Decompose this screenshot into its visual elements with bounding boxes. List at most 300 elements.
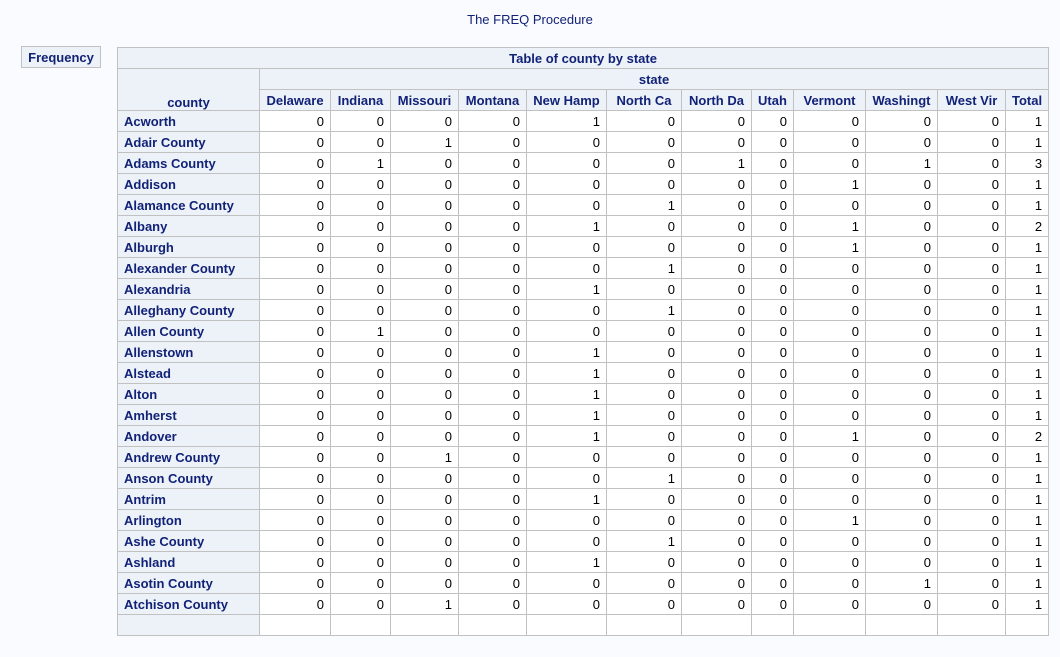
frequency-cell: 0	[794, 573, 866, 594]
frequency-cell: 0	[752, 111, 794, 132]
frequency-cell: 0	[527, 594, 607, 615]
frequency-cell: 0	[331, 426, 391, 447]
frequency-cell: 0	[938, 111, 1006, 132]
frequency-cell: 1	[331, 321, 391, 342]
frequency-cell: 0	[682, 594, 752, 615]
frequency-cell: 0	[260, 384, 331, 405]
frequency-cell: 0	[752, 384, 794, 405]
table-row	[118, 384, 1049, 405]
frequency-cell: 1	[331, 153, 391, 174]
frequency-cell: 0	[527, 174, 607, 195]
table-row	[118, 510, 1049, 531]
table-row	[118, 468, 1049, 489]
frequency-cell: 0	[527, 258, 607, 279]
frequency-cell: 0	[391, 489, 459, 510]
table-row	[118, 573, 1049, 594]
frequency-cell: 0	[938, 384, 1006, 405]
frequency-cell: 0	[866, 195, 938, 216]
frequency-cell: 0	[459, 447, 527, 468]
frequency-cell: 0	[331, 111, 391, 132]
frequency-cell: 0	[391, 426, 459, 447]
frequency-cell: 0	[794, 489, 866, 510]
frequency-cell: 0	[391, 111, 459, 132]
frequency-cell: 0	[527, 237, 607, 258]
frequency-cell	[527, 615, 607, 636]
frequency-cell: 0	[866, 300, 938, 321]
frequency-cell: 0	[752, 237, 794, 258]
frequency-cell: 0	[459, 174, 527, 195]
column-header: Delaware	[260, 90, 331, 111]
frequency-cell: 1	[527, 405, 607, 426]
frequency-cell: 0	[607, 594, 682, 615]
frequency-cell: 0	[607, 132, 682, 153]
frequency-cell: 0	[607, 216, 682, 237]
frequency-cell: 1	[527, 384, 607, 405]
frequency-cell: 0	[391, 363, 459, 384]
frequency-cell: 0	[391, 573, 459, 594]
frequency-cell: 0	[682, 363, 752, 384]
table-row	[118, 594, 1049, 615]
frequency-cell: 0	[938, 237, 1006, 258]
frequency-cell: 0	[331, 279, 391, 300]
row-header: Alleghany County	[118, 300, 260, 321]
frequency-cell: 0	[682, 552, 752, 573]
frequency-cell: 0	[607, 447, 682, 468]
frequency-cell: 0	[752, 363, 794, 384]
frequency-cell: 1	[1006, 384, 1049, 405]
frequency-cell: 0	[682, 279, 752, 300]
frequency-cell: 0	[938, 300, 1006, 321]
frequency-cell: 0	[938, 132, 1006, 153]
frequency-cell: 0	[331, 573, 391, 594]
frequency-cell: 0	[866, 342, 938, 363]
row-header: Allenstown	[118, 342, 260, 363]
frequency-cell: 1	[527, 552, 607, 573]
frequency-cell: 1	[1006, 342, 1049, 363]
frequency-cell: 0	[391, 174, 459, 195]
frequency-cell: 0	[938, 279, 1006, 300]
frequency-cell: 0	[682, 405, 752, 426]
frequency-cell: 0	[527, 132, 607, 153]
frequency-cell: 0	[260, 531, 331, 552]
frequency-cell: 0	[391, 216, 459, 237]
frequency-cell: 0	[331, 132, 391, 153]
frequency-cell: 0	[331, 363, 391, 384]
frequency-cell: 0	[260, 153, 331, 174]
frequency-cell: 0	[866, 132, 938, 153]
frequency-cell: 0	[938, 531, 1006, 552]
frequency-cell: 0	[938, 468, 1006, 489]
frequency-cell: 0	[866, 447, 938, 468]
frequency-cell: 0	[607, 111, 682, 132]
frequency-cell: 0	[459, 468, 527, 489]
frequency-cell: 0	[260, 132, 331, 153]
table-row	[118, 111, 1049, 132]
frequency-cell: 1	[1006, 573, 1049, 594]
frequency-cell: 0	[866, 237, 938, 258]
row-variable-header: county	[118, 69, 260, 111]
row-header: Alamance County	[118, 195, 260, 216]
frequency-cell: 0	[391, 384, 459, 405]
table-row	[118, 237, 1049, 258]
frequency-cell: 0	[866, 363, 938, 384]
frequency-cell: 0	[938, 174, 1006, 195]
frequency-cell	[794, 615, 866, 636]
frequency-cell: 0	[682, 174, 752, 195]
frequency-cell: 2	[1006, 216, 1049, 237]
frequency-cell: 0	[752, 489, 794, 510]
frequency-cell: 0	[682, 195, 752, 216]
frequency-cell: 0	[752, 531, 794, 552]
table-row	[118, 489, 1049, 510]
frequency-cell: 0	[752, 405, 794, 426]
frequency-cell: 0	[331, 489, 391, 510]
frequency-cell: 1	[1006, 174, 1049, 195]
frequency-cell: 0	[459, 489, 527, 510]
column-header: North Ca	[607, 90, 682, 111]
frequency-cell: 0	[459, 111, 527, 132]
frequency-cell: 0	[260, 111, 331, 132]
row-header: Allen County	[118, 321, 260, 342]
frequency-cell: 0	[260, 300, 331, 321]
frequency-cell: 0	[866, 279, 938, 300]
frequency-cell: 1	[1006, 279, 1049, 300]
frequency-cell: 0	[607, 510, 682, 531]
frequency-cell: 0	[459, 216, 527, 237]
frequency-cell: 0	[866, 552, 938, 573]
frequency-cell: 0	[391, 468, 459, 489]
frequency-cell: 0	[752, 321, 794, 342]
frequency-cell: 0	[938, 321, 1006, 342]
row-header: Alexander County	[118, 258, 260, 279]
frequency-cell: 0	[459, 153, 527, 174]
frequency-cell: 1	[682, 153, 752, 174]
frequency-cell: 0	[391, 510, 459, 531]
frequency-cell: 1	[527, 342, 607, 363]
frequency-cell: 0	[794, 153, 866, 174]
frequency-cell: 0	[938, 216, 1006, 237]
table-row	[118, 405, 1049, 426]
frequency-cell: 1	[794, 174, 866, 195]
row-header: Ashland	[118, 552, 260, 573]
row-header: Anson County	[118, 468, 260, 489]
frequency-cell: 0	[459, 510, 527, 531]
frequency-cell: 0	[866, 321, 938, 342]
frequency-cell: 1	[527, 426, 607, 447]
frequency-cell: 0	[391, 531, 459, 552]
frequency-cell: 0	[260, 321, 331, 342]
frequency-cell: 0	[682, 111, 752, 132]
column-header: Total	[1006, 90, 1049, 111]
frequency-cell: 0	[794, 405, 866, 426]
frequency-cell	[938, 615, 1006, 636]
frequency-cell: 0	[331, 510, 391, 531]
frequency-cell: 0	[331, 447, 391, 468]
column-header: North Da	[682, 90, 752, 111]
frequency-cell: 0	[391, 195, 459, 216]
frequency-cell: 0	[794, 594, 866, 615]
frequency-cell: 1	[794, 426, 866, 447]
table-row	[118, 342, 1049, 363]
frequency-cell: 0	[260, 342, 331, 363]
frequency-cell: 0	[459, 195, 527, 216]
frequency-cell: 0	[752, 510, 794, 531]
frequency-cell: 0	[682, 531, 752, 552]
frequency-cell: 0	[260, 195, 331, 216]
frequency-cell: 1	[1006, 489, 1049, 510]
frequency-cell: 0	[866, 405, 938, 426]
frequency-cell: 0	[682, 237, 752, 258]
frequency-cell: 0	[260, 594, 331, 615]
frequency-cell	[391, 615, 459, 636]
frequency-cell: 0	[866, 174, 938, 195]
frequency-cell: 0	[866, 531, 938, 552]
frequency-cell: 0	[752, 300, 794, 321]
frequency-cell: 1	[866, 153, 938, 174]
frequency-cell: 0	[794, 468, 866, 489]
frequency-cell: 0	[260, 258, 331, 279]
frequency-cell: 0	[331, 342, 391, 363]
frequency-cell: 1	[391, 447, 459, 468]
row-header: Atchison County	[118, 594, 260, 615]
frequency-cell: 0	[527, 195, 607, 216]
frequency-cell: 0	[260, 174, 331, 195]
row-header: Asotin County	[118, 573, 260, 594]
row-header: Alstead	[118, 363, 260, 384]
frequency-cell	[866, 615, 938, 636]
frequency-cell: 1	[527, 279, 607, 300]
frequency-cell: 0	[331, 216, 391, 237]
frequency-cell: 1	[1006, 321, 1049, 342]
frequency-cell: 0	[794, 342, 866, 363]
row-header: Ashe County	[118, 531, 260, 552]
frequency-cell: 1	[391, 594, 459, 615]
crosstab-table	[117, 47, 1049, 636]
frequency-cell: 0	[866, 594, 938, 615]
frequency-cell: 1	[1006, 531, 1049, 552]
frequency-cell: 0	[682, 510, 752, 531]
row-header: Alton	[118, 384, 260, 405]
table-row	[118, 552, 1049, 573]
frequency-cell: 0	[459, 405, 527, 426]
frequency-cell: 1	[607, 468, 682, 489]
frequency-cell: 0	[459, 426, 527, 447]
table-row	[118, 531, 1049, 552]
frequency-cell: 0	[866, 258, 938, 279]
frequency-cell: 0	[682, 489, 752, 510]
frequency-cell: 1	[866, 573, 938, 594]
frequency-cell: 0	[527, 321, 607, 342]
frequency-cell: 0	[527, 447, 607, 468]
row-header	[118, 615, 260, 636]
table-body	[118, 111, 1049, 636]
frequency-cell: 0	[527, 573, 607, 594]
table-row	[118, 195, 1049, 216]
column-variable-header: state	[260, 69, 1049, 90]
frequency-cell: 0	[794, 111, 866, 132]
frequency-cell: 0	[607, 489, 682, 510]
table-row	[118, 153, 1049, 174]
frequency-cell: 1	[607, 300, 682, 321]
frequency-cell: 0	[682, 573, 752, 594]
frequency-cell: 0	[752, 426, 794, 447]
table-title: Table of county by state	[118, 48, 1049, 69]
frequency-cell: 0	[938, 342, 1006, 363]
frequency-cell: 1	[1006, 594, 1049, 615]
frequency-cell: 0	[938, 489, 1006, 510]
frequency-cell: 0	[752, 594, 794, 615]
column-header: Montana	[459, 90, 527, 111]
frequency-cell: 0	[938, 153, 1006, 174]
frequency-cell: 0	[682, 468, 752, 489]
frequency-cell: 0	[682, 321, 752, 342]
frequency-cell: 0	[938, 447, 1006, 468]
row-header: Acworth	[118, 111, 260, 132]
frequency-cell: 0	[682, 216, 752, 237]
frequency-cell	[260, 615, 331, 636]
frequency-cell: 0	[752, 258, 794, 279]
frequency-cell: 0	[866, 468, 938, 489]
frequency-cell: 0	[331, 384, 391, 405]
frequency-cell: 1	[1006, 405, 1049, 426]
frequency-cell: 0	[866, 384, 938, 405]
frequency-cell: 0	[607, 363, 682, 384]
frequency-cell: 0	[459, 363, 527, 384]
frequency-cell	[331, 615, 391, 636]
frequency-cell: 0	[391, 342, 459, 363]
frequency-cell: 1	[1006, 132, 1049, 153]
procedure-title: The FREQ Procedure	[467, 12, 593, 27]
frequency-cell: 0	[938, 573, 1006, 594]
frequency-cell: 0	[260, 510, 331, 531]
frequency-cell: 0	[527, 153, 607, 174]
frequency-cell: 1	[1006, 468, 1049, 489]
frequency-cell: 0	[938, 426, 1006, 447]
frequency-cell: 0	[752, 153, 794, 174]
frequency-cell: 0	[260, 573, 331, 594]
frequency-cell: 1	[794, 237, 866, 258]
frequency-cell: 0	[331, 300, 391, 321]
frequency-cell: 1	[1006, 237, 1049, 258]
frequency-cell: 0	[794, 531, 866, 552]
row-header: Alexandria	[118, 279, 260, 300]
frequency-cell: 1	[1006, 552, 1049, 573]
frequency-cell: 0	[752, 573, 794, 594]
frequency-cell: 0	[331, 237, 391, 258]
frequency-cell: 0	[752, 552, 794, 573]
frequency-cell: 0	[459, 237, 527, 258]
frequency-cell: 1	[527, 363, 607, 384]
frequency-cell: 1	[607, 258, 682, 279]
frequency-cell: 0	[938, 510, 1006, 531]
row-header: Albany	[118, 216, 260, 237]
frequency-cell: 0	[794, 447, 866, 468]
frequency-cell: 0	[459, 300, 527, 321]
frequency-cell: 0	[260, 489, 331, 510]
frequency-cell: 0	[752, 132, 794, 153]
frequency-cell: 0	[331, 195, 391, 216]
frequency-cell: 0	[794, 384, 866, 405]
frequency-cell: 0	[260, 426, 331, 447]
frequency-cell: 0	[391, 552, 459, 573]
frequency-legend: Frequency	[21, 46, 101, 68]
frequency-cell: 0	[391, 300, 459, 321]
frequency-cell	[682, 615, 752, 636]
table-row	[118, 363, 1049, 384]
frequency-cell: 0	[260, 237, 331, 258]
frequency-cell: 0	[391, 153, 459, 174]
frequency-cell: 0	[794, 258, 866, 279]
column-header: Utah	[752, 90, 794, 111]
frequency-cell: 0	[682, 426, 752, 447]
frequency-cell: 0	[682, 300, 752, 321]
frequency-cell: 1	[1006, 300, 1049, 321]
table-row	[118, 279, 1049, 300]
frequency-cell: 0	[607, 321, 682, 342]
row-header: Arlington	[118, 510, 260, 531]
frequency-cell: 0	[682, 447, 752, 468]
frequency-cell: 0	[459, 594, 527, 615]
frequency-cell: 0	[794, 132, 866, 153]
frequency-cell: 0	[331, 594, 391, 615]
column-header: Missouri	[391, 90, 459, 111]
frequency-cell: 0	[752, 447, 794, 468]
frequency-cell: 0	[866, 510, 938, 531]
frequency-cell: 1	[794, 216, 866, 237]
frequency-cell: 0	[938, 405, 1006, 426]
frequency-cell: 0	[794, 279, 866, 300]
frequency-cell: 0	[527, 300, 607, 321]
frequency-cell: 1	[1006, 510, 1049, 531]
frequency-cell: 0	[459, 531, 527, 552]
frequency-cell: 0	[794, 300, 866, 321]
row-header: Andover	[118, 426, 260, 447]
frequency-cell: 0	[260, 447, 331, 468]
frequency-cell: 0	[752, 342, 794, 363]
frequency-cell: 0	[331, 405, 391, 426]
frequency-cell: 0	[752, 216, 794, 237]
frequency-cell: 1	[794, 510, 866, 531]
frequency-cell: 0	[682, 258, 752, 279]
frequency-cell: 1	[527, 216, 607, 237]
frequency-cell: 0	[459, 132, 527, 153]
frequency-cell: 0	[331, 552, 391, 573]
table-row	[118, 615, 1049, 636]
column-header: New Hamp	[527, 90, 607, 111]
frequency-cell: 0	[391, 279, 459, 300]
frequency-cell: 0	[331, 174, 391, 195]
frequency-cell: 0	[260, 216, 331, 237]
frequency-cell	[607, 615, 682, 636]
column-header: West Vir	[938, 90, 1006, 111]
frequency-cell: 0	[331, 258, 391, 279]
row-header: Adair County	[118, 132, 260, 153]
frequency-cell: 0	[607, 573, 682, 594]
frequency-cell: 1	[1006, 195, 1049, 216]
frequency-cell: 0	[607, 552, 682, 573]
frequency-cell: 1	[527, 489, 607, 510]
frequency-cell	[1006, 615, 1049, 636]
frequency-cell: 0	[260, 468, 331, 489]
frequency-cell: 0	[459, 279, 527, 300]
frequency-cell: 0	[260, 405, 331, 426]
frequency-cell: 1	[1006, 258, 1049, 279]
table-row	[118, 447, 1049, 468]
frequency-cell: 0	[391, 258, 459, 279]
frequency-cell: 0	[607, 384, 682, 405]
frequency-cell: 0	[607, 237, 682, 258]
frequency-cell: 1	[1006, 111, 1049, 132]
